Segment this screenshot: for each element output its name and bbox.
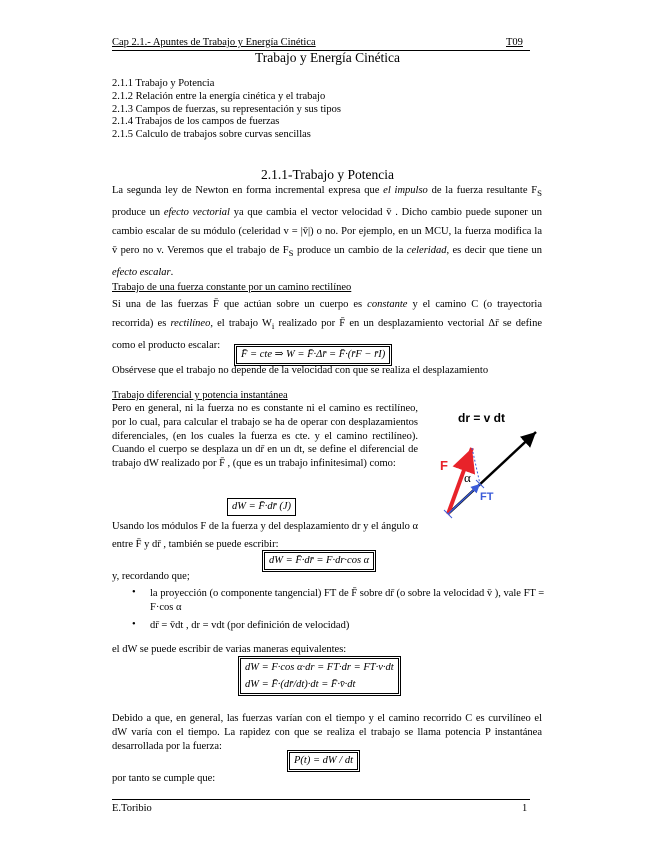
document-title: Trabajo y Energía Cinética <box>254 50 401 65</box>
equation-work-constant: F̄ = cte ⇒ W = F̄·Δr̄ = F̄·(r̄F − r̄I) <box>236 346 390 364</box>
work-note: Obsérvese que el trabajo no depende de la velocidad con que se realiza el desplazamiento <box>112 365 489 376</box>
table-of-contents <box>112 78 341 142</box>
force-vector-figure <box>418 402 548 522</box>
bullet-tangential: la proyección (o componente tangencial) FT de F̄ sobre dr̄ (o sobre la velocidad v̄ ), vale FT = F·cos α <box>150 588 545 613</box>
subsection-constant-force: Trabajo de una fuerza constante por un camino rectilíneo <box>112 282 352 293</box>
header-chapter: Cap 2.1.- Apuntes de Trabajo y Energía Cinética <box>112 37 316 48</box>
bullet-dot: • <box>132 587 136 598</box>
bullet-dot: • <box>132 619 136 630</box>
recall-text: y, recordando que; <box>112 571 190 582</box>
power-paragraph: Debido a que, en general, las fuerzas varían con el tiempo y el camino recorrido C es curvilíneo el dW varía con el tiempo. La rapidez con que se realiza el trabajo se llama potencia P instantánea desarrollada por la fuerza: <box>112 713 542 752</box>
figure-label-alpha: α <box>464 470 471 485</box>
section-title: 2.1.1-Trabajo y Potencia <box>261 167 394 182</box>
toc-item: 2.1.2 Relación entre la energía cinética y el trabajo <box>112 90 326 102</box>
equation-power: P(t) = dW / dt <box>289 752 358 770</box>
toc-item: 2.1.4 Trabajos de los campos de fuerzas <box>112 116 280 128</box>
equation-dw: dW = F̄·dr̄ (J) <box>227 498 296 516</box>
toc-item: 2.1.5 Calculo de trabajos sobre curvas sencillas <box>112 129 311 141</box>
differential-paragraph: Pero en general, ni la fuerza no es constante ni el camino es rectilíneo, por lo cual, para calcular el trabajo se ha de operar con desplazamientos diferenciales, (en los cuales la fuerza es cte. y el camino rectilíneo). Cuando el cuerpo se desplaza un dr̄ en un dt, se define el diferencial de trabajo dW realizado por F̄ , (que es un trabajo infinitesimal) como: <box>112 403 418 470</box>
modules-paragraph: Usando los módulos F de la fuerza y del desplazamiento dr y el ángulo α entre F̄ y dr̄ , también se puede escribir: <box>112 521 418 550</box>
toc-item: 2.1.3 Campos de fuerzas, su representación y sus tipos <box>112 103 341 115</box>
intro-paragraph: La segunda ley de Newton en forma incremental expresa que el impulso de la fuerza resultante $F_S$ produce un efecto vectorial ya que cambia el vector velocidad v̄ . Dicho cambio puede suponer un cambio escalar de su módulo (celeridad v = |v̄|) o no. Por ejemplo, en un MCU, la fuerza modifica la v̄ pero no v. Veremos que el trabajo de $F_S$ produce un cambio de la celeridad, es decir que tiene un efecto escalar. <box>112 185 543 279</box>
projection-line <box>472 448 480 484</box>
header-code: T09 <box>506 37 523 48</box>
bullet-velocity: dr̄ = v̄dt , dr = vdt (por definición de velocidad) <box>150 620 350 631</box>
footer-page-number: 1 <box>522 803 528 814</box>
equation-line: dW = F̄·(dr̄/dt)·dt = F̄·v̄·dt <box>245 679 356 690</box>
footer-rule <box>112 799 530 800</box>
subsection-differential-work: Trabajo diferencial y potencia instantánea <box>112 390 288 401</box>
figure-label-force: F <box>440 458 448 473</box>
constant-force-paragraph: Si una de las fuerzas F̄ que actúan sobre un cuerpo es constante y el camino C (o trayectoria recorrida) es rectilíneo, el trabajo $W_i$ realizado por F̄ en un desplazamiento vectorial Δr̄ se define como el producto escalar: <box>112 299 542 352</box>
equation-line: dW = F·cos α·dr = FT·dr = FT·v·dt <box>245 662 394 673</box>
equation-dw-cos: dW = F̄·dr̄ = F·dr·cos α <box>264 552 374 570</box>
toc-item: 2.1.1 Trabajo y Potencia <box>112 78 215 89</box>
figure-label-ft: FT <box>480 491 494 503</box>
equation-equivalent-forms <box>240 658 399 694</box>
footer-author: E.Toribio <box>112 803 152 814</box>
therefore-text: por tanto se cumple que: <box>112 773 216 784</box>
figure-label-dr: dr = v dt <box>458 411 506 425</box>
equivalent-forms-text: el dW se puede escribir de varias maneras equivalentes: <box>112 644 347 655</box>
